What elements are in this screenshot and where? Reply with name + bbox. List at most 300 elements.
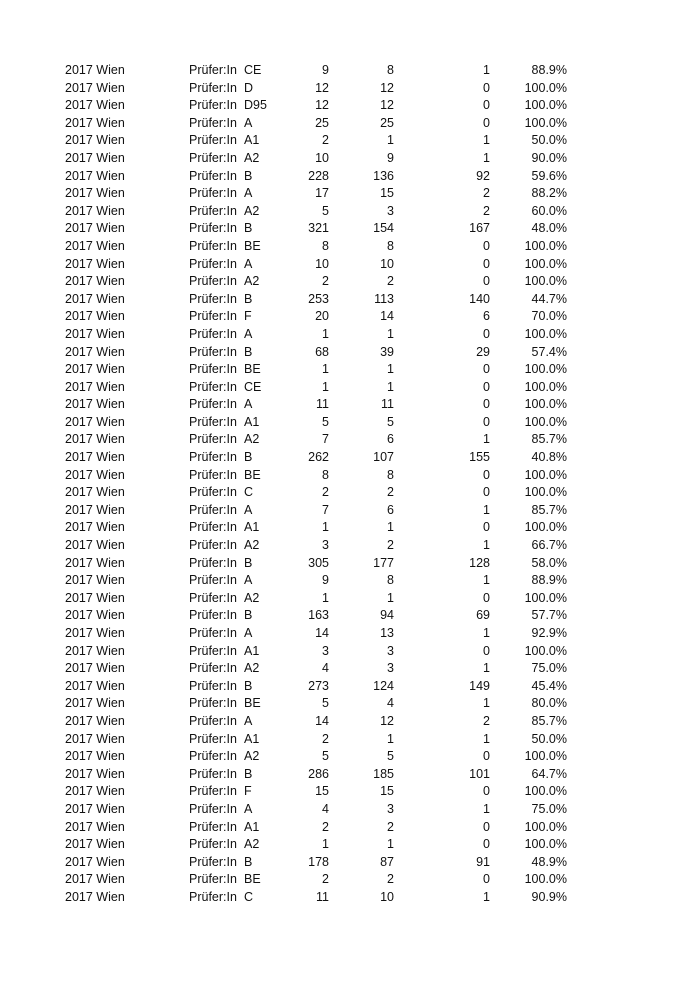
table-row [0,344,700,362]
total-cell: 305 [308,555,329,570]
license-class-cell: BE [244,467,261,482]
failed-cell: 69 [476,608,490,623]
table-row [0,713,700,731]
failed-cell: 1 [483,150,490,165]
role-cell: Prüfer:In [189,573,237,588]
role-cell: Prüfer:In [189,889,237,904]
pass-rate-cell: 57.7% [531,608,567,623]
pass-rate-cell: 100.0% [524,467,567,482]
role-cell: Prüfer:In [189,766,237,781]
table-row [0,273,700,291]
year-location-cell: 2017 Wien [65,168,125,183]
year-location-cell: 2017 Wien [65,115,125,130]
role-cell: Prüfer:In [189,326,237,341]
table-row [0,80,700,98]
year-location-cell: 2017 Wien [65,63,125,77]
role-cell: Prüfer:In [189,696,237,711]
pass-rate-cell: 75.0% [531,661,567,676]
license-class-cell: B [244,854,253,869]
total-cell: 17 [315,186,329,201]
pass-rate-cell: 92.9% [531,626,567,640]
table-row [0,625,700,643]
passed-cell: 177 [373,555,394,570]
year-location-cell: 2017 Wien [65,291,125,306]
table-row [0,97,700,115]
pass-rate-cell: 48.0% [531,221,567,236]
role-cell: Prüfer:In [189,731,237,746]
failed-cell: 92 [476,168,490,183]
license-class-cell: A2 [244,203,260,218]
failed-cell: 2 [483,713,490,728]
table-row [0,643,700,661]
license-class-cell: A1 [244,414,260,429]
role-cell: Prüfer:In [189,538,237,553]
role-cell: Prüfer:In [189,256,237,271]
total-cell: 163 [308,608,329,623]
table-row [0,783,700,801]
role-cell: Prüfer:In [189,643,237,658]
passed-cell: 1 [387,731,394,746]
year-location-cell: 2017 Wien [65,626,125,640]
year-location-cell: 2017 Wien [65,414,125,429]
role-cell: Prüfer:In [189,186,237,201]
total-cell: 14 [315,626,329,640]
passed-cell: 9 [387,150,394,165]
failed-cell: 149 [469,678,490,693]
failed-cell: 29 [476,344,490,359]
role-cell: Prüfer:In [189,63,237,77]
failed-cell: 0 [483,467,490,482]
year-location-cell: 2017 Wien [65,872,125,887]
table-row [0,238,700,256]
license-class-cell: B [244,344,253,359]
passed-cell: 3 [387,801,394,816]
total-cell: 68 [315,344,329,359]
table-row [0,766,700,784]
role-cell: Prüfer:In [189,837,237,852]
role-cell: Prüfer:In [189,713,237,728]
role-cell: Prüfer:In [189,749,237,764]
total-cell: 10 [315,256,329,271]
passed-cell: 39 [380,344,394,359]
total-cell: 1 [322,837,329,852]
failed-cell: 128 [469,555,490,570]
year-location-cell: 2017 Wien [65,80,125,95]
failed-cell: 101 [469,766,490,781]
failed-cell: 0 [483,643,490,658]
passed-cell: 6 [387,432,394,447]
pass-rate-cell: 100.0% [524,414,567,429]
pass-rate-cell: 85.7% [531,713,567,728]
failed-cell: 0 [483,784,490,799]
passed-cell: 107 [373,450,394,465]
license-class-cell: B [244,221,253,236]
total-cell: 8 [322,238,329,253]
total-cell: 9 [322,63,329,77]
passed-cell: 15 [380,186,394,201]
year-location-cell: 2017 Wien [65,150,125,165]
license-class-cell: A2 [244,432,260,447]
license-class-cell: B [244,168,253,183]
failed-cell: 2 [483,203,490,218]
total-cell: 2 [322,274,329,289]
total-cell: 14 [315,713,329,728]
table-row [0,414,700,432]
pass-rate-cell: 100.0% [524,115,567,130]
role-cell: Prüfer:In [189,555,237,570]
license-class-cell: A [244,626,253,640]
role-cell: Prüfer:In [189,397,237,412]
license-class-cell: A1 [244,731,260,746]
passed-cell: 1 [387,379,394,394]
year-location-cell: 2017 Wien [65,238,125,253]
year-location-cell: 2017 Wien [65,309,125,324]
license-class-cell: C [244,889,254,904]
pass-rate-cell: 100.0% [524,749,567,764]
role-cell: Prüfer:In [189,626,237,640]
license-class-cell: A [244,713,253,728]
role-cell: Prüfer:In [189,485,237,500]
failed-cell: 0 [483,872,490,887]
year-location-cell: 2017 Wien [65,854,125,869]
failed-cell: 1 [483,889,490,904]
table-row [0,731,700,749]
role-cell: Prüfer:In [189,678,237,693]
role-cell: Prüfer:In [189,854,237,869]
pass-rate-cell: 100.0% [524,784,567,799]
license-class-cell: A [244,186,253,201]
failed-cell: 0 [483,379,490,394]
passed-cell: 1 [387,133,394,148]
passed-cell: 15 [380,784,394,799]
license-class-cell: D95 [244,98,267,113]
pass-rate-cell: 100.0% [524,397,567,412]
pass-rate-cell: 90.9% [531,889,567,904]
pass-rate-cell: 88.9% [531,573,567,588]
total-cell: 2 [322,485,329,500]
role-cell: Prüfer:In [189,502,237,517]
total-cell: 7 [322,432,329,447]
year-location-cell: 2017 Wien [65,713,125,728]
failed-cell: 0 [483,819,490,834]
license-class-cell: C [244,485,254,500]
passed-cell: 10 [380,889,394,904]
failed-cell: 155 [469,450,490,465]
failed-cell: 91 [476,854,490,869]
total-cell: 1 [322,520,329,535]
failed-cell: 1 [483,502,490,517]
year-location-cell: 2017 Wien [65,766,125,781]
year-location-cell: 2017 Wien [65,133,125,148]
table-row [0,502,700,520]
table-row [0,431,700,449]
year-location-cell: 2017 Wien [65,590,125,605]
total-cell: 321 [308,221,329,236]
total-cell: 1 [322,326,329,341]
failed-cell: 0 [483,397,490,412]
license-class-cell: F [244,309,252,324]
year-location-cell: 2017 Wien [65,801,125,816]
table-row [0,836,700,854]
passed-cell: 2 [387,819,394,834]
pass-rate-cell: 40.8% [531,450,567,465]
failed-cell: 1 [483,661,490,676]
pass-rate-cell: 100.0% [524,274,567,289]
table-row [0,168,700,186]
license-class-cell: B [244,678,253,693]
license-class-cell: A [244,326,253,341]
role-cell: Prüfer:In [189,150,237,165]
role-cell: Prüfer:In [189,608,237,623]
total-cell: 286 [308,766,329,781]
total-cell: 25 [315,115,329,130]
year-location-cell: 2017 Wien [65,432,125,447]
total-cell: 5 [322,414,329,429]
table-row [0,291,700,309]
role-cell: Prüfer:In [189,590,237,605]
table-row [0,379,700,397]
year-location-cell: 2017 Wien [65,256,125,271]
license-class-cell: A2 [244,274,260,289]
failed-cell: 0 [483,274,490,289]
failed-cell: 0 [483,98,490,113]
failed-cell: 0 [483,485,490,500]
license-class-cell: A2 [244,590,260,605]
total-cell: 9 [322,573,329,588]
failed-cell: 0 [483,80,490,95]
failed-cell: 1 [483,133,490,148]
pass-rate-cell: 66.7% [531,538,567,553]
table-row [0,889,700,907]
year-location-cell: 2017 Wien [65,467,125,482]
failed-cell: 0 [483,520,490,535]
license-class-cell: A [244,502,253,517]
role-cell: Prüfer:In [189,203,237,218]
passed-cell: 2 [387,485,394,500]
year-location-cell: 2017 Wien [65,643,125,658]
total-cell: 2 [322,872,329,887]
year-location-cell: 2017 Wien [65,555,125,570]
year-location-cell: 2017 Wien [65,889,125,904]
data-table [0,62,700,907]
year-location-cell: 2017 Wien [65,379,125,394]
total-cell: 8 [322,467,329,482]
passed-cell: 3 [387,203,394,218]
table-row [0,537,700,555]
pass-rate-cell: 64.7% [531,766,567,781]
passed-cell: 5 [387,749,394,764]
passed-cell: 3 [387,643,394,658]
license-class-cell: A2 [244,837,260,852]
table-row [0,361,700,379]
pass-rate-cell: 100.0% [524,643,567,658]
table-row [0,519,700,537]
total-cell: 5 [322,696,329,711]
table-row [0,660,700,678]
failed-cell: 1 [483,626,490,640]
role-cell: Prüfer:In [189,133,237,148]
table-row [0,308,700,326]
license-class-cell: A1 [244,133,260,148]
table-row [0,396,700,414]
passed-cell: 113 [374,291,394,306]
year-location-cell: 2017 Wien [65,678,125,693]
pass-rate-cell: 100.0% [524,837,567,852]
pass-rate-cell: 100.0% [524,520,567,535]
pass-rate-cell: 90.0% [531,150,567,165]
total-cell: 12 [315,98,329,113]
table-row [0,590,700,608]
role-cell: Prüfer:In [189,221,237,236]
year-location-cell: 2017 Wien [65,344,125,359]
role-cell: Prüfer:In [189,362,237,377]
license-class-cell: BE [244,696,261,711]
total-cell: 7 [322,502,329,517]
year-location-cell: 2017 Wien [65,661,125,676]
year-location-cell: 2017 Wien [65,98,125,113]
license-class-cell: BE [244,362,261,377]
license-class-cell: F [244,784,252,799]
role-cell: Prüfer:In [189,291,237,306]
total-cell: 2 [322,133,329,148]
role-cell: Prüfer:In [189,309,237,324]
passed-cell: 136 [373,168,394,183]
passed-cell: 1 [387,520,394,535]
license-class-cell: CE [244,379,262,394]
failed-cell: 2 [483,186,490,201]
total-cell: 178 [308,854,329,869]
role-cell: Prüfer:In [189,467,237,482]
table-row [0,854,700,872]
table-row [0,62,700,80]
total-cell: 2 [322,731,329,746]
year-location-cell: 2017 Wien [65,485,125,500]
role-cell: Prüfer:In [189,98,237,113]
passed-cell: 5 [387,414,394,429]
total-cell: 12 [315,80,329,95]
year-location-cell: 2017 Wien [65,608,125,623]
year-location-cell: 2017 Wien [65,450,125,465]
license-class-cell: A [244,115,253,130]
year-location-cell: 2017 Wien [65,573,125,588]
total-cell: 10 [315,150,329,165]
passed-cell: 12 [380,98,394,113]
passed-cell: 12 [380,80,394,95]
year-location-cell: 2017 Wien [65,520,125,535]
total-cell: 1 [322,379,329,394]
table-row [0,607,700,625]
year-location-cell: 2017 Wien [65,221,125,236]
passed-cell: 8 [387,467,394,482]
year-location-cell: 2017 Wien [65,819,125,834]
passed-cell: 185 [373,766,394,781]
table-row [0,326,700,344]
total-cell: 1 [322,362,329,377]
table-row [0,220,700,238]
year-location-cell: 2017 Wien [65,186,125,201]
role-cell: Prüfer:In [189,238,237,253]
license-class-cell: A1 [244,520,260,535]
license-class-cell: CE [244,63,262,77]
total-cell: 4 [322,801,329,816]
year-location-cell: 2017 Wien [65,326,125,341]
license-class-cell: B [244,450,253,465]
passed-cell: 1 [387,326,394,341]
pass-rate-cell: 57.4% [531,344,567,359]
passed-cell: 12 [380,713,394,728]
passed-cell: 2 [387,274,394,289]
license-class-cell: B [244,555,253,570]
year-location-cell: 2017 Wien [65,749,125,764]
total-cell: 3 [322,643,329,658]
failed-cell: 1 [483,801,490,816]
role-cell: Prüfer:In [189,274,237,289]
pass-rate-cell: 44.7% [531,291,567,306]
role-cell: Prüfer:In [189,661,237,676]
failed-cell: 1 [483,538,490,553]
license-class-cell: A [244,397,253,412]
pass-rate-cell: 48.9% [531,854,567,869]
failed-cell: 1 [483,63,490,77]
license-class-cell: A2 [244,150,260,165]
table-row [0,449,700,467]
year-location-cell: 2017 Wien [65,696,125,711]
license-class-cell: BE [244,238,261,253]
pass-rate-cell: 60.0% [531,203,567,218]
role-cell: Prüfer:In [189,168,237,183]
failed-cell: 0 [483,115,490,130]
failed-cell: 1 [483,696,490,711]
year-location-cell: 2017 Wien [65,784,125,799]
license-class-cell: A1 [244,819,260,834]
total-cell: 20 [315,309,329,324]
passed-cell: 10 [380,256,394,271]
year-location-cell: 2017 Wien [65,203,125,218]
table-row [0,819,700,837]
failed-cell: 1 [483,432,490,447]
pass-rate-cell: 100.0% [524,362,567,377]
role-cell: Prüfer:In [189,80,237,95]
table-row [0,150,700,168]
failed-cell: 0 [483,238,490,253]
passed-cell: 94 [380,608,394,623]
failed-cell: 0 [483,590,490,605]
failed-cell: 1 [483,573,490,588]
pass-rate-cell: 58.0% [531,555,567,570]
total-cell: 15 [315,784,329,799]
total-cell: 5 [322,749,329,764]
table-row [0,871,700,889]
table-row [0,115,700,133]
table-row [0,484,700,502]
pass-rate-cell: 88.9% [531,63,567,77]
passed-cell: 1 [387,837,394,852]
passed-cell: 154 [373,221,394,236]
table-row [0,695,700,713]
total-cell: 5 [322,203,329,218]
pass-rate-cell: 85.7% [531,432,567,447]
table-row [0,467,700,485]
passed-cell: 2 [387,538,394,553]
pass-rate-cell: 100.0% [524,256,567,271]
pass-rate-cell: 80.0% [531,696,567,711]
year-location-cell: 2017 Wien [65,731,125,746]
passed-cell: 87 [380,854,394,869]
year-location-cell: 2017 Wien [65,502,125,517]
role-cell: Prüfer:In [189,379,237,394]
total-cell: 2 [322,819,329,834]
table-row [0,572,700,590]
